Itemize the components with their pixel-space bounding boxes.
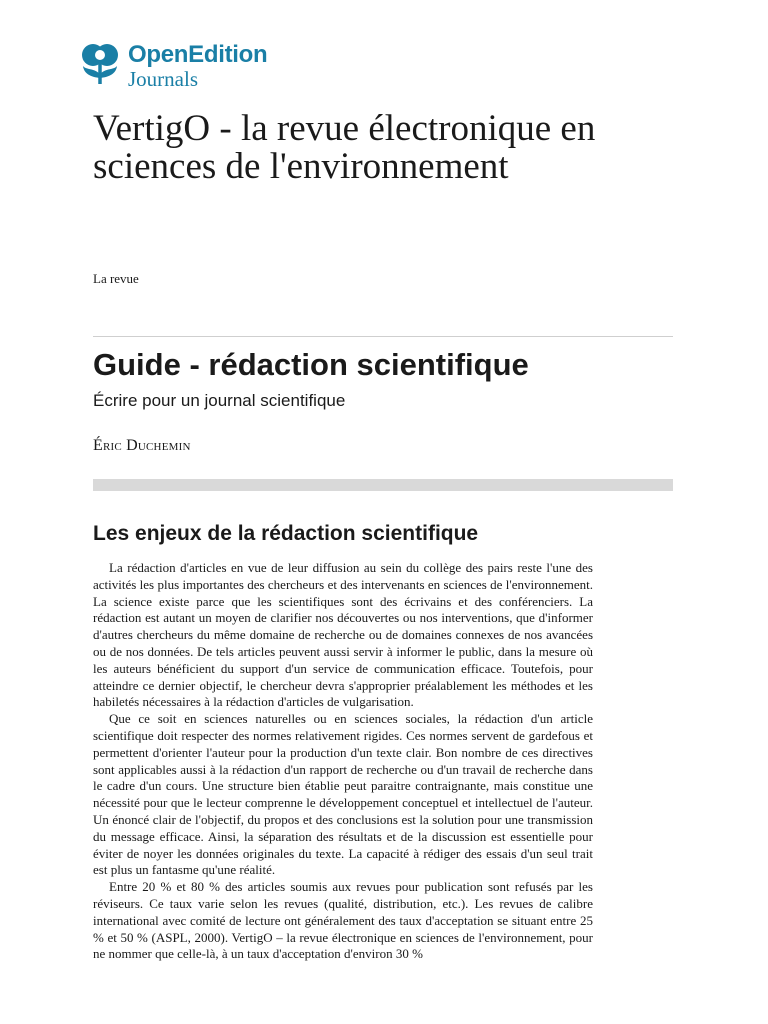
body-paragraph: Que ce soit en sciences naturelles ou en sciences sociales, la rédaction d'un article scientifique doit respecter des normes relativement rigides. Ces normes servent de gardefous et permettent d'orienter l'auteur pour la production d'un texte clair. Bon nombre de ces directives sont applicables aussi à la rédaction d'un rapport de recherche ou d'un travail de recherche dans le cadre d'un cours. Une structure bien établie peut paraitre contraignante, mais constitue une nécessité pour que le lecteur comprenne le développement conceptuel et intellectuel de l'auteur. Un énoncé clair de l'objectif, du propos et des conclusions est la solution pour une transmission du message efficace. Ainsi, la séparation des résultats et de la discussion est essentielle pour éviter de noyer les données originales du texte. La capacité à rédiger des essais d'un seul trait est plus un fantasme qu'une réalité. xyxy=(93,711,593,878)
logo-brand-text: OpenEdition xyxy=(128,41,268,68)
body-paragraph: Entre 20 % et 80 % des articles soumis aux revues pour publication sont refusés par les réviseurs. Ce taux varie selon les revues (qualité, distribution, etc.). Les revues de calibre international avec comité de lecture ont généralement des taux d'acceptation se situant entre 25 % et 50 % (ASPL, 2000). VertigO – la revue électronique en sciences de l'environnement, pour ne nommer que celle-là, à un taux d'acceptation d'environ 30 % xyxy=(93,879,593,962)
body-paragraph: La rédaction d'articles en vue de leur diffusion au sein du collège des pairs reste l'une des activités les plus importantes des chercheurs et des intervenants en sciences de l'environnement. La science existe parce que les scientifiques sont des écrivains et des conférenciers. La rédaction est autant un moyen de clarifier nos découvertes ou nos interventions, que d'informer d'autres chercheurs du même domaine de recherche ou de domaines connexes de nos avancées ou de nos données. De tels articles peuvent aussi servir à informer le public, dans la mesure où les auteurs bénéficient du support d'un service de communication efficace. Toutefois, pour atteindre ce dernier objectif, le chercheur devra s'approprier préalablement les méthodes et les habiletés nécessaires à la rédaction d'articles de vulgarisation. xyxy=(93,560,593,710)
article-subtitle: Écrire pour un journal scientifique xyxy=(93,391,346,410)
article-author[interactable]: Éric Duchemin xyxy=(93,437,191,454)
journal-title[interactable]: VertigO - la revue électronique en sciences de l'environnement xyxy=(93,108,596,187)
journal-section-link[interactable]: La revue xyxy=(93,271,139,286)
openedition-logo[interactable] xyxy=(78,40,267,92)
section-heading: Les enjeux de la rédaction scientifique xyxy=(93,522,479,545)
header-divider xyxy=(93,336,673,337)
article-header-divider xyxy=(93,479,673,491)
article-title: Guide - rédaction scientifique xyxy=(93,347,529,382)
article-body xyxy=(93,560,593,963)
logo-sub-text: Journals xyxy=(128,67,198,91)
openedition-flower-logo-icon xyxy=(78,40,122,92)
